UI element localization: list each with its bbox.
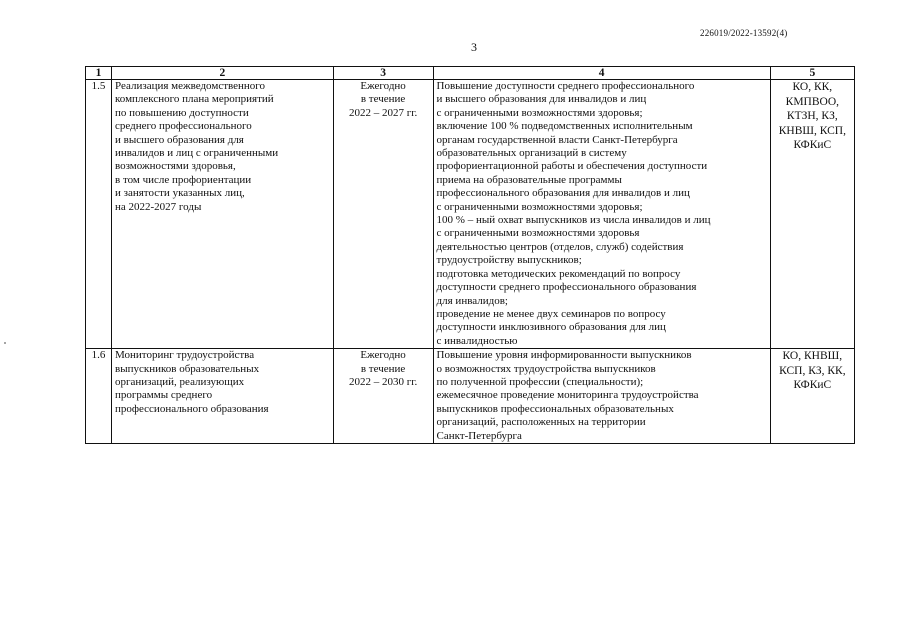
- result-line: с инвалидностью: [436, 334, 518, 347]
- period-line: в течение: [360, 362, 406, 375]
- activity-line: по повышению доступности: [115, 106, 249, 119]
- column-header-4: 4: [433, 67, 770, 80]
- result-line: о возможностях трудоустройства выпускников: [436, 362, 656, 375]
- result-line: трудоустройству выпускников;: [436, 254, 582, 267]
- result-line: с ограниченными возможностями здоровья: [436, 227, 640, 240]
- column-header-1: 1: [86, 67, 112, 80]
- row-number-cell: 1.6: [86, 349, 112, 444]
- result-line: подготовка методических рекомендаций по вопросу: [436, 267, 681, 280]
- activity-line: выпускников образовательных: [115, 362, 260, 375]
- document-registration-number: 226019/2022-13592(4): [700, 28, 788, 38]
- result-line: Повышение уровня информированности выпускников: [436, 349, 692, 362]
- executors-line: КСП, КЗ, КК,: [779, 364, 846, 377]
- period-cell: [333, 80, 433, 349]
- table-row: [86, 80, 855, 349]
- activity-cell: [112, 349, 334, 444]
- activity-cell: [112, 80, 334, 349]
- executors-cell: [770, 349, 854, 444]
- activity-line: на 2022-2027 годы: [115, 200, 202, 213]
- executors-line: КНВШ, КСП,: [778, 124, 846, 137]
- result-line: 100 % – ный охват выпускников из числа инвалидов и лиц: [436, 214, 711, 227]
- period-line: Ежегодно: [360, 349, 406, 362]
- result-line: с ограниченными возможностями здоровья;: [436, 106, 643, 119]
- period-line: 2022 – 2030 гг.: [348, 375, 418, 388]
- activity-line: среднего профессионального: [115, 120, 252, 133]
- activity-line: инвалидов и лиц с ограниченными: [115, 147, 279, 160]
- result-line: доступности инклюзивного образования для лиц: [436, 321, 666, 334]
- result-line: профессионального образования для инвалидов и лиц: [436, 187, 690, 200]
- result-line: доступности среднего профессионального образования: [436, 281, 697, 294]
- result-line: приема на образовательные программы: [436, 173, 622, 186]
- result-line: деятельностью центров (отделов, служб) содействия: [436, 240, 684, 253]
- result-line: Санкт-Петербурга: [436, 429, 522, 442]
- result-line: ежемесячное проведение мониторинга трудоустройства: [436, 389, 699, 402]
- table-row: [86, 349, 855, 444]
- period-line: в течение: [360, 93, 406, 106]
- executors-line: КФКиС: [793, 139, 832, 151]
- column-number-row: [86, 67, 855, 80]
- column-header-3: 3: [333, 67, 433, 80]
- column-header-5: 5: [770, 67, 854, 80]
- executors-line: КО, КНВШ,: [782, 350, 843, 363]
- executors-line: КО, КК,: [792, 81, 833, 93]
- result-line: с ограниченными возможностями здоровья;: [436, 200, 643, 213]
- result-line: профориентационной работы и обеспечения доступности: [436, 160, 708, 173]
- activity-line: профессионального образования: [115, 402, 269, 415]
- margin-dot: [4, 342, 6, 344]
- result-line: образовательных организаций в систему: [436, 147, 627, 160]
- result-line: и высшего образования для инвалидов и лиц: [436, 93, 647, 106]
- executors-line: КТЗН, КЗ,: [786, 110, 838, 122]
- column-header-2: 2: [112, 67, 334, 80]
- activity-line: организаций, реализующих: [115, 375, 245, 388]
- result-line: по полученной профессии (специальности);: [436, 375, 644, 388]
- result-line: органам государственной власти Санкт-Петербурга: [436, 133, 678, 146]
- period-cell: [333, 349, 433, 444]
- activity-line: Реализация межведомственного: [115, 80, 266, 92]
- result-line: для инвалидов;: [436, 294, 508, 307]
- result-line: организаций, расположенных на территории: [436, 416, 646, 429]
- activity-line: и занятости указанных лиц,: [115, 187, 245, 200]
- result-line: включение 100 % подведомственных исполнительным: [436, 120, 693, 133]
- row-number-cell: 1.5: [86, 80, 112, 349]
- activity-line: Мониторинг трудоустройства: [115, 349, 255, 362]
- executors-cell: [770, 80, 854, 349]
- executors-line: КФКиС: [793, 379, 832, 392]
- result-cell: [433, 80, 770, 349]
- activity-line: комплексного плана мероприятий: [115, 93, 274, 106]
- period-line: Ежегодно: [360, 80, 406, 92]
- period-line: 2022 – 2027 гг.: [348, 106, 418, 119]
- activity-line: и высшего образования для: [115, 133, 244, 146]
- result-line: выпускников профессиональных образовательных: [436, 402, 674, 415]
- table-body: [86, 80, 855, 444]
- activity-line: в том числе профориентации: [115, 173, 252, 186]
- result-line: Повышение доступности среднего профессионального: [436, 80, 695, 92]
- result-cell: [433, 349, 770, 444]
- page-number: 3: [471, 40, 477, 54]
- activity-line: возможностями здоровья,: [115, 160, 236, 173]
- activity-line: программы среднего: [115, 389, 213, 402]
- executors-line: КМПВОО,: [785, 95, 840, 108]
- result-line: проведение не менее двух семинаров по вопросу: [436, 307, 666, 320]
- plan-table: [85, 66, 855, 444]
